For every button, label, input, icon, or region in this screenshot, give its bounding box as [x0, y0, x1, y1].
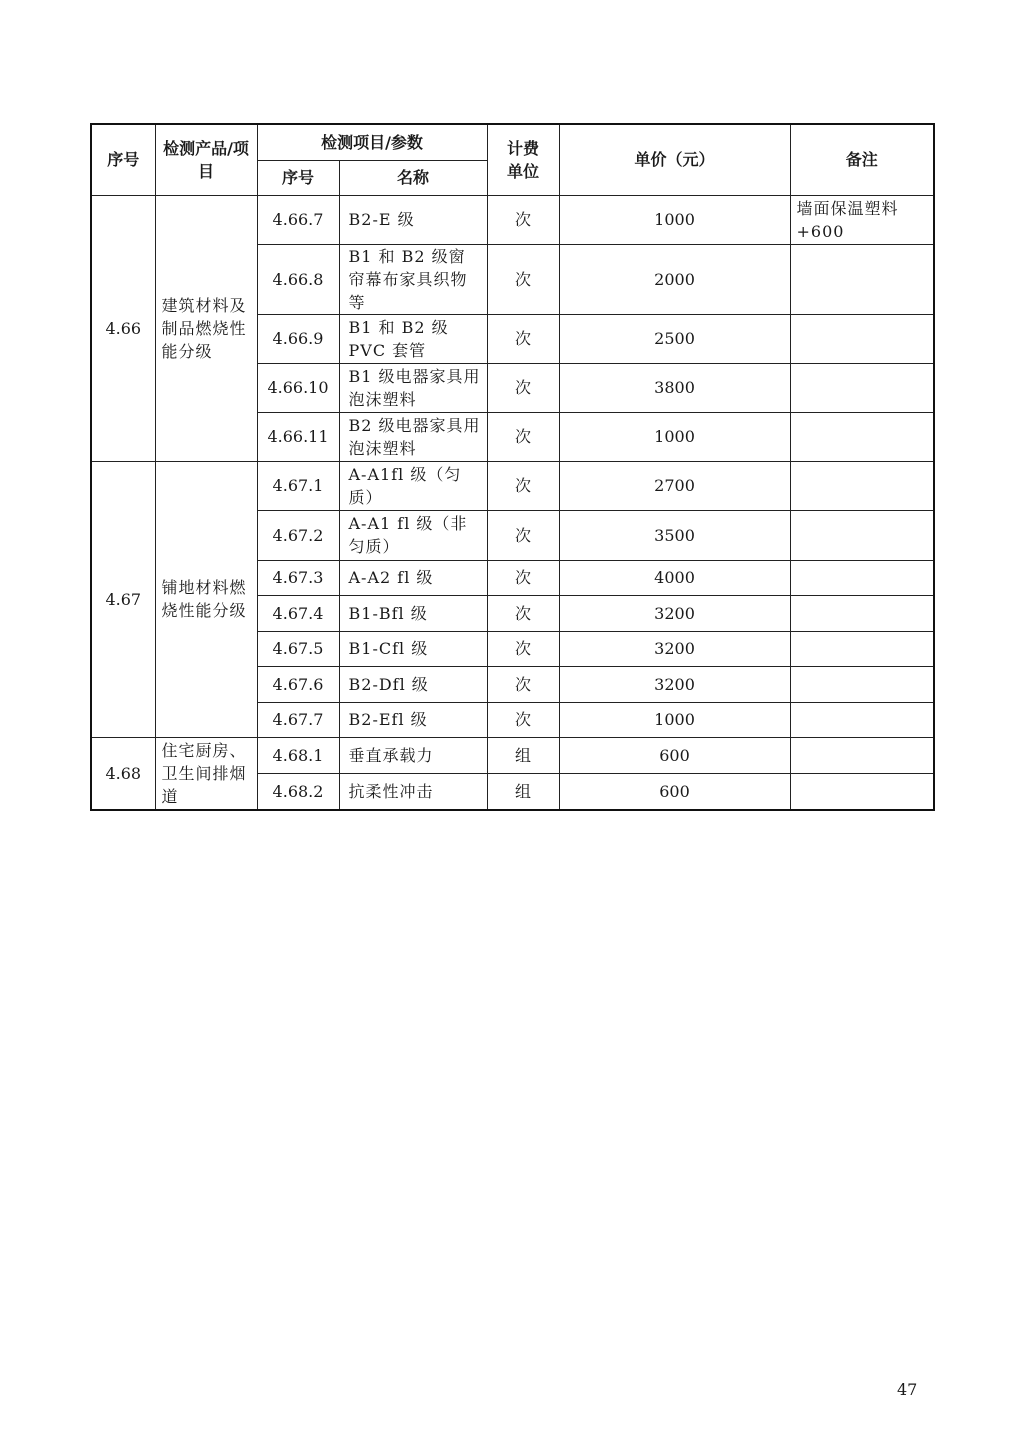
- header-sub-name: 名称: [339, 160, 487, 195]
- table-row: [91, 461, 934, 510]
- group-seq: 4.68: [91, 737, 155, 810]
- row-remark: [790, 412, 934, 461]
- row-name: B2 级电器家具用泡沫塑料: [339, 412, 487, 461]
- row-remark: [790, 363, 934, 412]
- row-price: 3800: [559, 363, 790, 412]
- row-code: 4.66.10: [257, 363, 339, 412]
- row-price: 2700: [559, 461, 790, 510]
- row-code: 4.66.11: [257, 412, 339, 461]
- row-unit: 组: [487, 737, 559, 773]
- group-product: 建筑材料及制品燃烧性能分级: [155, 195, 257, 461]
- row-code: 4.67.5: [257, 631, 339, 666]
- row-unit: 次: [487, 363, 559, 412]
- row-price: 3200: [559, 631, 790, 666]
- group-seq: 4.67: [91, 461, 155, 737]
- row-code: 4.68.1: [257, 737, 339, 773]
- row-name: 垂直承载力: [339, 737, 487, 773]
- row-code: 4.68.2: [257, 773, 339, 810]
- row-unit: 次: [487, 195, 559, 244]
- row-unit: 次: [487, 510, 559, 560]
- header-items-params: 检测项目/参数: [257, 124, 487, 160]
- row-name: B2-E 级: [339, 195, 487, 244]
- row-remark: [790, 666, 934, 702]
- row-unit: 次: [487, 666, 559, 702]
- row-code: 4.67.2: [257, 510, 339, 560]
- row-unit: 次: [487, 461, 559, 510]
- row-price: 3200: [559, 595, 790, 631]
- row-price: 600: [559, 737, 790, 773]
- group-seq: 4.66: [91, 195, 155, 461]
- row-unit: 次: [487, 631, 559, 666]
- page-number: 47: [897, 1380, 918, 1399]
- row-price: 2500: [559, 314, 790, 363]
- row-remark: [790, 737, 934, 773]
- row-unit: 次: [487, 595, 559, 631]
- header-seq: 序号: [91, 124, 155, 195]
- row-unit: 次: [487, 560, 559, 595]
- row-remark: [790, 773, 934, 810]
- row-name: B1 级电器家具用泡沫塑料: [339, 363, 487, 412]
- row-code: 4.67.6: [257, 666, 339, 702]
- row-code: 4.66.7: [257, 195, 339, 244]
- row-code: 4.67.3: [257, 560, 339, 595]
- row-price: 1000: [559, 195, 790, 244]
- row-code: 4.67.1: [257, 461, 339, 510]
- header-product: 检测产品/项目: [155, 124, 257, 195]
- row-remark: [790, 510, 934, 560]
- row-remark: [790, 631, 934, 666]
- header-sub-seq: 序号: [257, 160, 339, 195]
- row-name: B1 和 B2 级窗帘幕布家具织物等: [339, 244, 487, 314]
- row-remark: [790, 244, 934, 314]
- row-name: B1 和 B2 级 PVC 套管: [339, 314, 487, 363]
- row-name: B1-Bfl 级: [339, 595, 487, 631]
- table-row: [91, 737, 934, 773]
- price-table: [90, 123, 935, 811]
- header-unit: 计费单位: [487, 124, 559, 195]
- row-price: 1000: [559, 702, 790, 737]
- row-name: A-A1 fl 级（非匀质）: [339, 510, 487, 560]
- row-code: 4.66.9: [257, 314, 339, 363]
- table-row: [91, 195, 934, 244]
- row-price: 1000: [559, 412, 790, 461]
- row-price: 3200: [559, 666, 790, 702]
- row-price: 4000: [559, 560, 790, 595]
- row-remark: [790, 595, 934, 631]
- row-name: 抗柔性冲击: [339, 773, 487, 810]
- row-remark: [790, 314, 934, 363]
- row-name: A-A1fl 级（匀质）: [339, 461, 487, 510]
- row-remark: [790, 702, 934, 737]
- row-price: 2000: [559, 244, 790, 314]
- group-product: 住宅厨房、卫生间排烟道: [155, 737, 257, 810]
- row-name: A-A2 fl 级: [339, 560, 487, 595]
- row-unit: 次: [487, 412, 559, 461]
- row-name: B1-Cfl 级: [339, 631, 487, 666]
- row-price: 3500: [559, 510, 790, 560]
- header-price: 单价（元）: [559, 124, 790, 195]
- row-unit: 次: [487, 702, 559, 737]
- group-product: 铺地材料燃烧性能分级: [155, 461, 257, 737]
- row-remark: [790, 560, 934, 595]
- row-price: 600: [559, 773, 790, 810]
- row-remark: 墙面保温塑料+600: [790, 195, 934, 244]
- header-remark: 备注: [790, 124, 934, 195]
- row-unit: 组: [487, 773, 559, 810]
- row-name: B2-Dfl 级: [339, 666, 487, 702]
- row-code: 4.67.7: [257, 702, 339, 737]
- row-code: 4.66.8: [257, 244, 339, 314]
- row-unit: 次: [487, 244, 559, 314]
- row-name: B2-Efl 级: [339, 702, 487, 737]
- row-code: 4.67.4: [257, 595, 339, 631]
- row-unit: 次: [487, 314, 559, 363]
- row-remark: [790, 461, 934, 510]
